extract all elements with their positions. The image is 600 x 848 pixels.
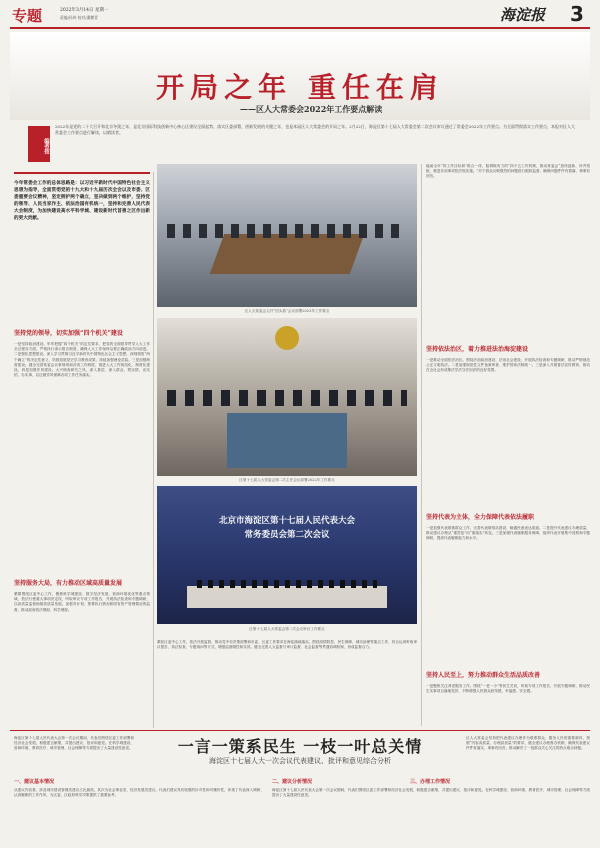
bottom-body-4: 海淀区第十七届人民代表大会第一次会议期间，代表们围绕区委工作部署和经济社会发展，积极建言献策，共提出建议、批评和意见。在科学城建设、营商环境、教育医疗、城市管理、社会保障等方面提出了大量建设性意见。	[272, 788, 590, 798]
bottom-body-1: 海淀区第十七届人民代表大会第一次会议期间，代表们围绕区委工作部署和经济社会发展，积极建言献策，共提出建议、批评和意见。在科学城建设、营商环境、教育医疗、城市管理、社会保障等方面提出了大量建设性意见。	[14, 736, 134, 751]
section-label: 专题	[12, 7, 43, 25]
col3-body-3: 一是加强代表联系群众工作，完善代表联络站建设，畅通民意表达渠道。二是提升代表建议办理质量，推动建议办理从“重答复”向“重落实”转变。三是加强代表履职服务保障，组织代表开展集中视察和专题调研，提高代表履职能力和水平。	[426, 526, 590, 541]
editor-credit: 责编/孙炜 校对/潘鹏青	[60, 15, 98, 20]
main-title: 开局之年 重任在肩	[156, 71, 444, 104]
col1-body-1: 一是坚持政治建设。牢牢把握“四个机关”的定位要求，把党的全面领导贯穿人大工作全过程各方面，严格执行请示报告制度，确保人大工作始终沿着正确政治方向前进。二是强化思想建设。深入学习贯彻习近平新时代中国特色社会主义思想，深刻领悟“两个确立”的决定性意义，巩固拓展党史学习教育成果，持续加强理论武装。三是加强制度建设。健全完善常委会议事规则和各项工作制度，推进人大工作规范化、制度化建设。四是加强作风建设。大兴调查研究之风，深入基层、深入群众，察实情、出实招、办实事，以过硬作风保障各项工作任务落实。	[14, 342, 150, 378]
bottom-heading-1: 一、建议基本情况	[14, 779, 55, 785]
editor-note-badge: 编者按	[28, 126, 50, 162]
meeting-photo-2	[157, 318, 417, 476]
col1-heading-1: 坚持党的领导，切实加强“四个机关”建设	[14, 330, 123, 337]
column-divider	[153, 172, 154, 728]
col1-lead-text: 今年常委会工作的总体思路是：以习近平新时代中国特色社会主义思想为指导，全面贯彻党的十九大和十九届历次全会以及市委、区委重要会议精神，坚定拥护两个确立，坚决做到两个维护，坚持党的领导、人民当家作主、依法治国有机统一，坚持和完善人民代表大会制度，为加快建设高水平科学城、建设新时代首善之区作出新的更大贡献。	[14, 181, 150, 221]
banner-title: 北京市海淀区第十七届人民代表大会	[218, 516, 355, 526]
photo3-people	[197, 580, 377, 588]
column-divider-2	[421, 164, 422, 726]
banner-subtitle: 常务委员会第二次会议	[244, 530, 330, 540]
photo2-people	[167, 390, 407, 406]
photo3-stage	[187, 586, 387, 608]
col3-heading-2: 坚持代表为主体，全力保障代表依法履职	[426, 514, 535, 521]
photo1-table	[210, 234, 365, 274]
meeting-photo-1	[157, 164, 417, 307]
main-subtitle: ——区人大常委会2022年工作要点解读	[240, 104, 383, 114]
col1-body-2: 紧紧围绕区委中心工作，聚焦科学城建设、数字经济发展、营商环境优化等重点领域，依法行使重大事项决定权，听取审议专项工作报告，开展执法检查和专题调研，以高质量监督助推高质量发展。加强对计划、预算执行情况和国有资产管理情况的监督，推动政府依法理财、科学理财。	[14, 592, 150, 612]
bottom-heading-3: 三、办理工作情况	[410, 779, 451, 785]
photo2-table	[227, 413, 347, 468]
national-emblem	[275, 326, 299, 350]
col3-body-2: 一是推动全面依法治区。围绕法治政府建设、法治社会建设，开展执法检查和专题调研，推动严格规范公正文明执法。二是加强规范性文件备案审查，维护国家法制统一。三是深入开展普法宣传教育，推动在全社会形成尊法学法守法用法的良好氛围。	[426, 358, 590, 373]
photo-caption-3: 区第十七届人大常委会第二次会议审议工作要点	[249, 627, 325, 631]
title-banner	[10, 32, 590, 120]
photo-caption-2: 区第十七届人大常委会第二次主任会议部署2022年工作要点	[239, 478, 335, 482]
photo1-people	[167, 224, 407, 238]
issue-date: 2022年3月14日 星期一	[60, 8, 109, 13]
photo-caption-1: 区人大常委会召开“回头看”会议部署2022年工作要点	[244, 309, 330, 313]
bottom-body-3: 区人大常委会坚持把代表建议办理作为联系群众、服务人民的重要载体，按照“内容高质量、办理高质量”的要求，健全建议办理督办机制，确保代表建议件件有落实、事事有回音，推动解决了一批群众关心关注的热点难点问题。	[466, 736, 590, 751]
bottom-title: 一言一策系民生 一枝一叶总关情	[177, 737, 423, 756]
col3-heading-1: 坚持依法治区，着力推进法治海淀建设	[426, 346, 529, 353]
page-header	[0, 0, 600, 30]
bottom-rule	[10, 730, 590, 731]
col2-body: 紧扣区委中心工作，依法开展监督，推动党中央决策部署和市委、区委工作要求在海淀落地落实。围绕疫情防控、民生保障、城市治理等重点工作，综合运用听取审议报告、执法检查、专题询问等方式，增强监督刚性和实效。健全完善人大监督与审计监督、社会监督等贯通协调机制，形成监督合力。	[157, 640, 417, 650]
bottom-heading-2: 二、建议分析情况	[272, 779, 313, 785]
page-number: 3	[570, 2, 584, 26]
meeting-photo-3	[157, 486, 417, 624]
col3-body-4: 一是聚焦关注养老服务工作。围绕“一老一小”等民生关切，听取专项工作报告，开展专题调研，推动民生实事项目落地见效，不断增强人民群众获得感、幸福感、安全感。	[426, 684, 590, 694]
bottom-body-2: 从建议内容看，涉及城市建设管理类建议占比最高，其次为社会事业类、经济发展类建议。代表们建议具有较强的针对性和可操作性，体现了代表深入调研、认真履职的工作作风，为区委、区政府科学决策提供了重要参考。	[14, 788, 264, 798]
col3-body-1: 能助全年“的工作目标和”推合一体，阻碍除有力的“四个五工作机制，推动常委会“加快创新、补齐短板，推进各项事项依法规实施。”对于群众反映强烈的问题进行跟踪监督，确保问题件件有着落、事事有回音。	[426, 164, 590, 179]
col1-lead-block	[14, 172, 150, 326]
col3-heading-3: 坚持人民至上，努力推动群众生活品质改善	[426, 672, 541, 679]
paper-logo: 海淀报	[500, 6, 546, 24]
intro-text: 2022年是党的二十大召开和北京冬奥之年，是北京国际科技创新中心核心区建设全面起势、落实区委部署、创新发展的关键之年，也是本届区人大常委会的开局之年。2月22日，海淀区第十七届人大常委会第二次会议审议通过了常委会2022年工作要点。为全面贯彻落实工作要点，本报对区人大常委会工作要点进行解读，以飨读者。	[55, 124, 575, 135]
header-rule	[10, 27, 590, 29]
bottom-subtitle: 海淀区十七届人大一次会议代表建议、批评和意见综合分析	[209, 757, 391, 765]
col1-heading-2: 坚持服务大局，有力推动区域高质量发展	[14, 580, 123, 587]
